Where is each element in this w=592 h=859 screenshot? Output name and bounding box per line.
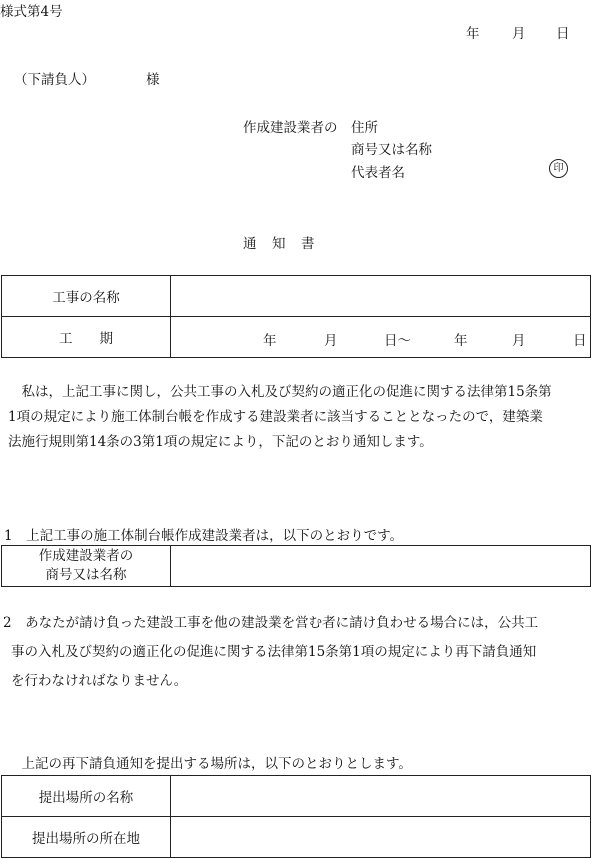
period-start-day: 日〜	[384, 333, 411, 349]
submission-address-value	[171, 817, 591, 858]
period-end-month: 月	[512, 333, 526, 349]
main-paragraph-line: 法施行規則第14条の3第1項の規定により，下記のとおり通知します。	[8, 434, 433, 450]
section2-line: 2 あなたが請け負った建設工事を他の建設業を営む者に請け負わせる場合には，公共工	[3, 615, 539, 631]
section2-line: 事の入札及び契約の適正化の促進に関する法律第15条第1項の規定により再下請負通知	[11, 644, 537, 660]
builder-table	[1, 545, 591, 587]
construction-info-table	[1, 275, 591, 358]
submission-name-value	[171, 776, 591, 817]
section1-heading: 1 上記工事の施工体制台帳作成建設業者は，以下のとおりです。	[4, 528, 404, 544]
main-paragraph	[8, 380, 588, 455]
submission-address-label: 提出場所の所在地	[2, 817, 171, 858]
builder-value	[171, 546, 591, 587]
work-name-value	[171, 276, 591, 317]
document-title: 通 知 書	[243, 236, 316, 252]
period-start-year: 年	[263, 333, 277, 349]
submission-table	[1, 775, 591, 858]
period-value	[171, 317, 591, 358]
sender-prefix: 作成建設業者の	[243, 120, 338, 136]
date-year: 年	[466, 26, 480, 42]
builder-label-line: 作成建設業者の	[38, 548, 134, 564]
builder-label-line: 商号又は名称	[45, 567, 127, 583]
sender-address-label: 住所	[351, 120, 378, 136]
form-number: 様式第4号	[0, 4, 63, 20]
sender-name-label: 商号又は名称	[351, 142, 432, 158]
recipient-label: （下請負人）	[14, 72, 95, 88]
seal-mark: 印	[549, 159, 568, 178]
period-end-day: 日	[573, 333, 587, 349]
main-paragraph-line: 私は，上記工事に関し，公共工事の入札及び契約の適正化の促進に関する法律第15条第	[8, 384, 552, 400]
submission-name-label: 提出場所の名称	[2, 776, 171, 817]
sender-rep-label: 代表者名	[351, 165, 405, 181]
date-day: 日	[556, 26, 570, 42]
date-month: 月	[512, 26, 526, 42]
section2-line: を行わなければなりません。	[11, 673, 188, 689]
period-start-month: 月	[324, 333, 338, 349]
work-name-label: 工事の名称	[2, 276, 171, 317]
recipient-honorific: 様	[146, 72, 160, 88]
period-label: 工 期	[2, 317, 171, 358]
period-end-year: 年	[454, 333, 468, 349]
section2-paragraph	[3, 609, 583, 696]
builder-label	[2, 546, 171, 587]
section3-text: 上記の再下請負通知を提出する場所は，以下のとおりとします。	[8, 756, 412, 772]
main-paragraph-line: 1項の規定により施工体制台帳を作成する建設業者に該当することとなったので，建築業	[8, 409, 543, 425]
